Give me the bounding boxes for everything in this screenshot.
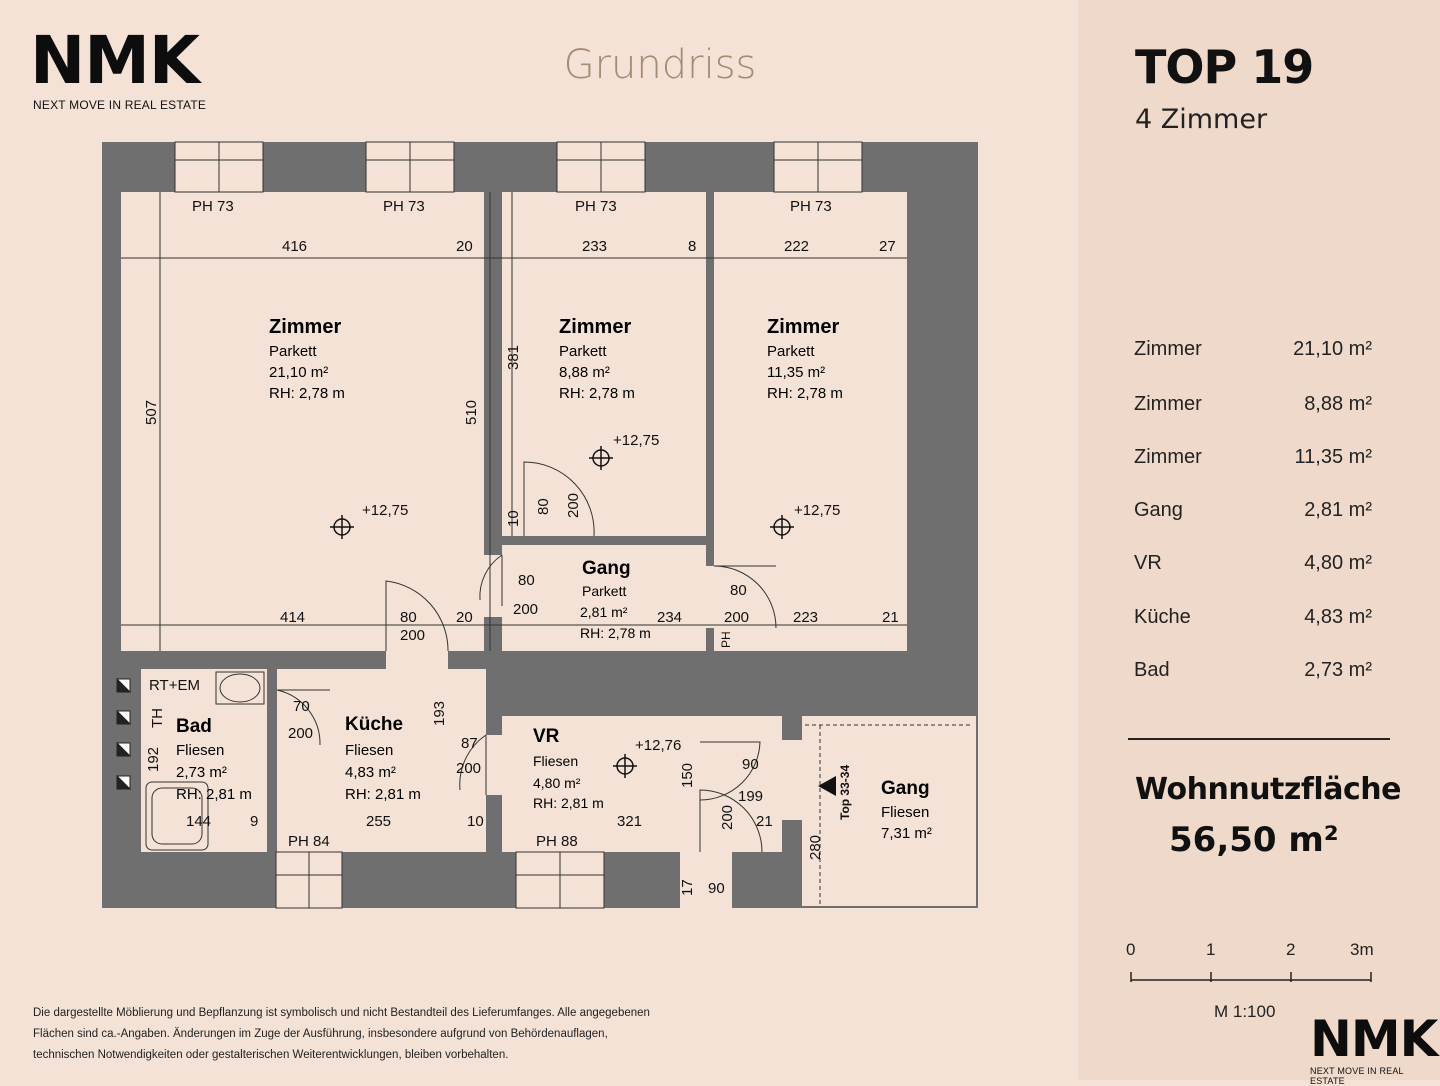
room-area: 2,73 m² [176, 764, 227, 781]
disclaimer-line: Flächen sind ca.-Angaben. Änderungen im Zuge der Ausführung, insbesondere aufgrund von Behördenauflagen, [33, 1028, 608, 1040]
scale-tick: 1 [1206, 940, 1216, 959]
room-rh: RH: 2,81 m [533, 795, 604, 811]
room-area: 4,83 m² [345, 764, 396, 781]
dim-label: 87 [461, 735, 478, 752]
footer-logo-tagline: NEXT MOVE IN REAL ESTATE [1310, 1066, 1404, 1086]
dim-label: 200 [724, 609, 750, 626]
dim-label: 70 [293, 698, 310, 715]
dim-label: 27 [879, 238, 896, 255]
room-floor: Parkett [559, 343, 607, 360]
dim-label: 90 [708, 880, 725, 897]
logo: NMK [30, 22, 200, 99]
dim-label: 200 [288, 725, 314, 742]
dim-label: 381 [505, 344, 522, 370]
dim-label: +12,75 [794, 502, 841, 519]
room-name: Zimmer [269, 316, 342, 338]
dim-label: 150 [679, 762, 696, 788]
room-rh: RH: 2,81 m [176, 786, 252, 803]
dim-label: 10 [467, 813, 484, 830]
room-floor: Fliesen [176, 742, 225, 759]
dim-label: 223 [793, 609, 819, 626]
room-floor: Parkett [582, 583, 627, 599]
scale-tick: 3m [1350, 940, 1374, 959]
room-name: Bad [176, 716, 212, 737]
dim-label: 234 [657, 609, 683, 626]
area-value: 4,80 m² [1304, 552, 1372, 574]
area-name: Gang [1134, 499, 1183, 521]
dim-label: 192 [145, 746, 162, 772]
dim-label: 80 [518, 572, 535, 589]
room-rh: RH: 2,78 m [580, 625, 651, 641]
dim-label: +12,75 [613, 432, 660, 449]
footer-logo: NMK [1310, 1010, 1438, 1068]
room-area: 11,35 m² [767, 364, 826, 381]
dim-label: 144 [186, 813, 212, 830]
area-value: 2,81 m² [1304, 499, 1372, 521]
dim-label: 200 [565, 492, 582, 518]
dim-label: 200 [513, 601, 539, 618]
dim-label: 200 [456, 760, 482, 777]
dim-label: 255 [366, 813, 392, 830]
dim-label: 21 [882, 609, 899, 626]
dim-label: 233 [582, 238, 608, 255]
dim-label: 414 [280, 609, 306, 626]
room-area: 8,88 m² [559, 364, 610, 381]
room-rh: RH: 2,78 m [767, 385, 843, 402]
area-value: 21,10 m² [1293, 338, 1372, 360]
room-area: 21,10 m² [269, 364, 329, 381]
room-zimmer-1 [269, 316, 345, 402]
dim-label: 10 [505, 510, 522, 527]
disclaimer-line: technischen Notwendigkeiten oder gestalterischen Weiterentwicklungen, bleiben vorbehalten. [33, 1049, 509, 1061]
area-name: Bad [1134, 659, 1170, 681]
room-bad [176, 716, 252, 803]
room-zimmer-2 [559, 316, 635, 402]
disclaimer-line: Die dargestellte Möblierung und Bepflanzung ist symbolisch und nicht Bestandteil des Lieferumfanges. Alle angegebenen [33, 1007, 650, 1019]
unit-rooms: 4 Zimmer [1135, 104, 1268, 135]
room-name: VR [533, 726, 560, 747]
dim-label: 222 [784, 238, 810, 255]
dim-label: 416 [282, 238, 308, 255]
area-name: Zimmer [1134, 338, 1202, 360]
area-name: Küche [1134, 606, 1191, 628]
logo-tagline: NEXT MOVE IN REAL ESTATE [33, 98, 207, 112]
dim-label: +12,75 [362, 502, 409, 519]
dim-label: PH 73 [383, 198, 425, 215]
scale-label: M 1:100 [1214, 1002, 1276, 1021]
dim-label: RT+EM [149, 677, 200, 694]
room-name: Zimmer [767, 316, 840, 338]
area-name: Zimmer [1134, 393, 1202, 415]
dim-label: 9 [250, 813, 259, 830]
room-name: Gang [881, 778, 930, 799]
total-label: Wohnnutzfläche [1135, 772, 1401, 807]
dim-label: 199 [738, 788, 764, 805]
room-zimmer-3 [767, 316, 843, 402]
room-area: 7,31 m² [881, 825, 932, 842]
scale-tick: 2 [1286, 940, 1296, 959]
room-floor: Fliesen [533, 753, 579, 769]
room-gang [580, 558, 651, 641]
area-value: 8,88 m² [1304, 393, 1372, 415]
area-value: 4,83 m² [1304, 606, 1372, 628]
dim-label: 510 [463, 399, 480, 425]
dim-label: +12,76 [635, 737, 682, 754]
scale-tick: 0 [1126, 940, 1136, 959]
dim-label: 280 [807, 834, 824, 860]
dim-label: PH 84 [288, 833, 330, 850]
dim-label: 80 [730, 582, 747, 599]
dim-label: 90 [742, 756, 759, 773]
room-name: Küche [345, 714, 404, 735]
area-name: Zimmer [1134, 446, 1202, 468]
room-rh: RH: 2,81 m [345, 786, 421, 803]
dim-label: 507 [143, 399, 160, 425]
dim-label: 20 [456, 238, 473, 255]
area-value: 2,73 m² [1304, 659, 1372, 681]
dim-label: 321 [617, 813, 643, 830]
dim-label: PH 88 [536, 833, 578, 850]
dim-label: 21 [756, 813, 773, 830]
dim-label: PH 73 [575, 198, 617, 215]
dim-label: 20 [456, 609, 473, 626]
room-vr [533, 726, 604, 811]
dim-label: PH 73 [192, 198, 234, 215]
dim-label: PH [719, 631, 733, 648]
dim-label: 8 [688, 238, 697, 255]
dim-label: PH 73 [790, 198, 832, 215]
dim-label: 80 [535, 498, 552, 515]
room-floor: Fliesen [881, 804, 930, 821]
room-name: Zimmer [559, 316, 632, 338]
dim-label: 80 [400, 609, 417, 626]
area-name: VR [1134, 552, 1162, 574]
room-gang-2 [881, 778, 932, 842]
room-floor: Fliesen [345, 742, 394, 759]
page-title: Grundriss [563, 42, 757, 88]
room-rh: RH: 2,78 m [559, 385, 635, 402]
room-area: 2,81 m² [580, 604, 628, 620]
dim-label: Top 33-34 [838, 764, 852, 820]
room-area: 4,80 m² [533, 775, 581, 791]
dimension-lines [121, 192, 907, 651]
dim-label: 200 [719, 804, 736, 830]
room-floor: Parkett [269, 343, 317, 360]
dim-label: TH [149, 708, 166, 728]
dim-label: 200 [400, 627, 426, 644]
total-value: 56,50 m² [1169, 820, 1339, 860]
unit-name: TOP 19 [1135, 40, 1314, 94]
dim-label: 193 [431, 700, 448, 726]
area-value: 11,35 m² [1294, 446, 1372, 468]
arrow-icon [818, 776, 836, 796]
room-floor: Parkett [767, 343, 815, 360]
room-kueche [345, 714, 421, 803]
room-name: Gang [582, 558, 631, 579]
dim-label: 17 [679, 879, 696, 896]
room-rh: RH: 2,78 m [269, 385, 345, 402]
